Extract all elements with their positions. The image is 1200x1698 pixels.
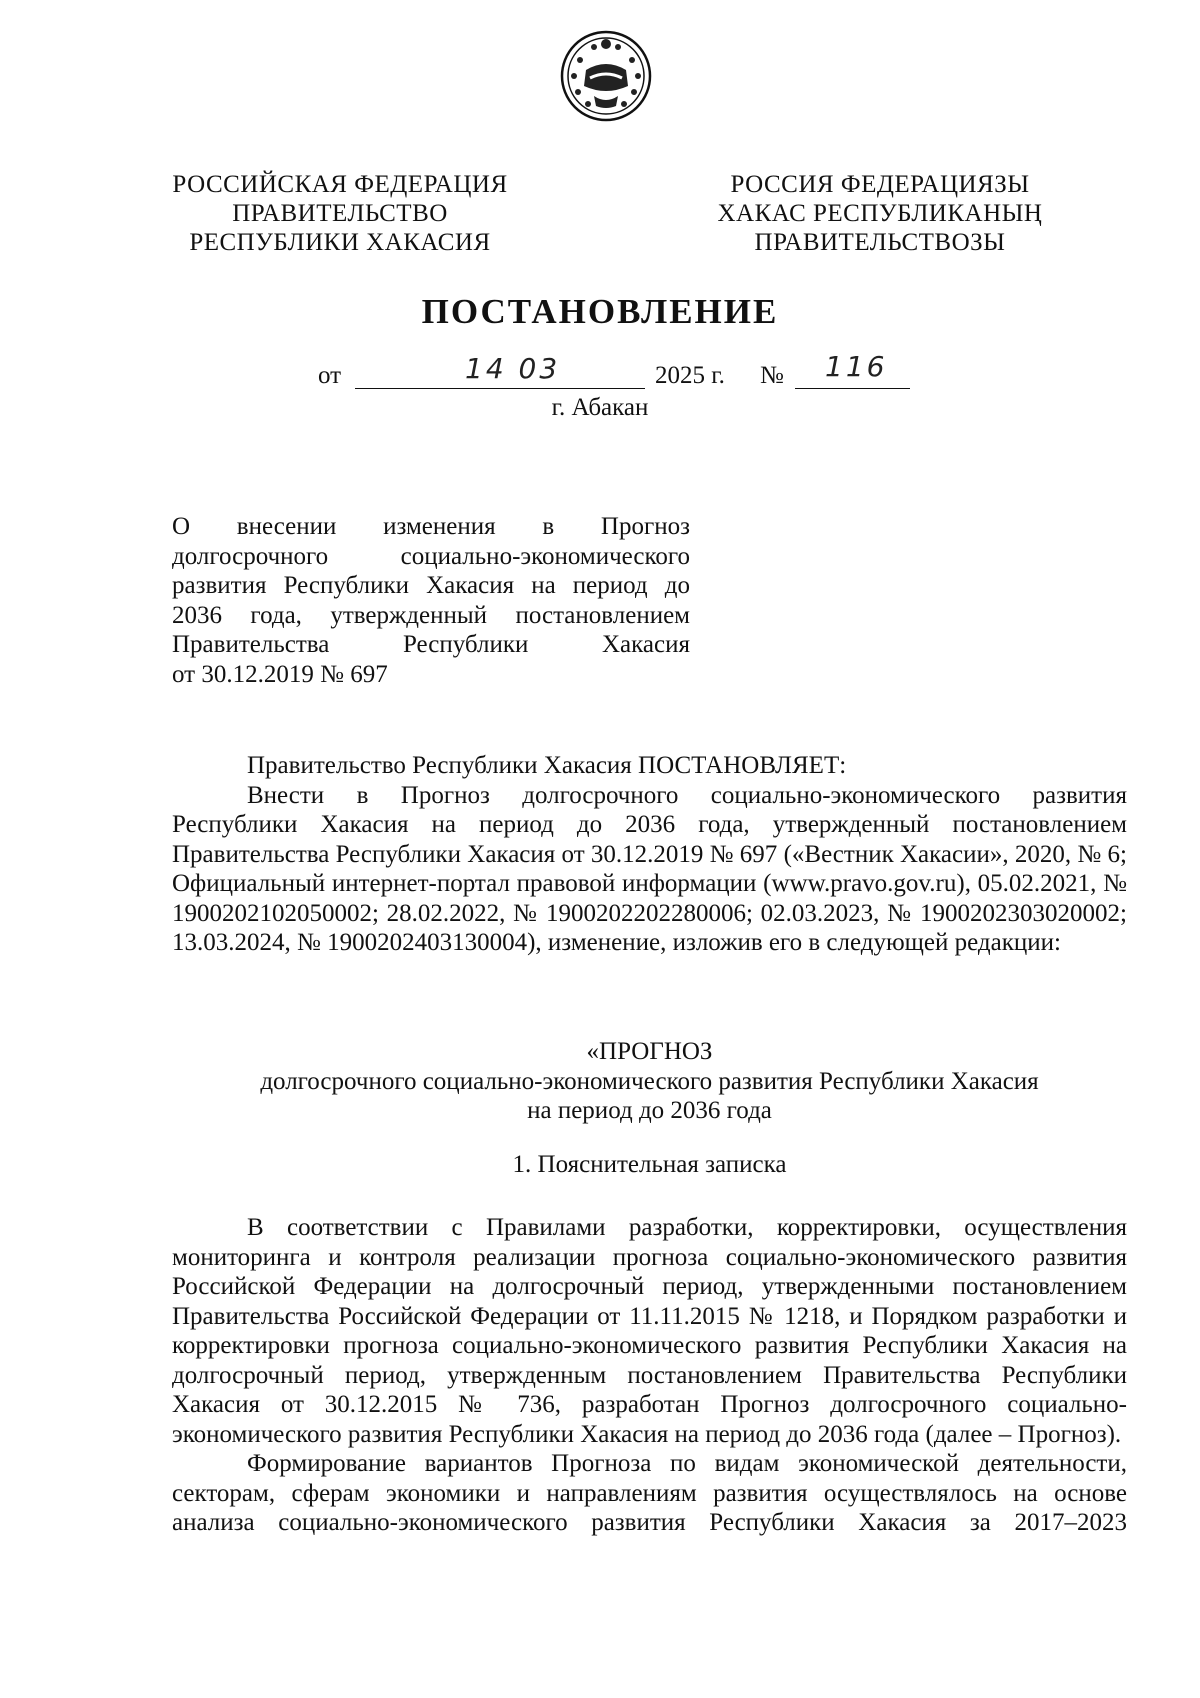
header-right-line-2: ХАКАС РЕСПУБЛИКАНЫҢ <box>717 200 1043 227</box>
coat-of-arms-icon <box>560 30 652 122</box>
document-body <box>172 751 1127 958</box>
decree-line: Правительство Республики Хакасия ПОСТАНОВЛЯЕТ: <box>247 752 847 779</box>
date-line <box>0 350 1200 394</box>
header-left-line-3: РЕСПУБЛИКИ ХАКАСИЯ <box>189 229 491 256</box>
header-left <box>170 170 510 257</box>
section-heading: 1. Пояснительная записка <box>512 1151 787 1178</box>
header-right <box>715 170 1045 257</box>
number-label: № <box>760 362 784 389</box>
handwritten-number: 116 <box>825 350 888 383</box>
header-right-line-3: ПРАВИТЕЛЬСТВОЗЫ <box>754 229 1006 256</box>
forecast-heading-1: «ПРОГНОЗ <box>586 1038 713 1065</box>
subject-text: О внесении изменения в Прогноз долгосрочного социально-экономического развития Республики Хакасия на период до 2036 года, утвержденный постановлением Правительства Республики Хакасия <box>172 513 690 658</box>
header-left-line-2: ПРАВИТЕЛЬСТВО <box>232 200 448 227</box>
year-label: 2025 г. <box>655 362 725 389</box>
header-right-line-1: РОССИЯ ФЕДЕРАЦИЯЗЫ <box>730 171 1030 198</box>
subject-reference: от 30.12.2019 № 697 <box>172 660 388 688</box>
from-label: от <box>318 362 342 389</box>
forecast-body <box>172 1213 1127 1538</box>
forecast-heading-3: на период до 2036 года <box>527 1097 772 1124</box>
document-title: ПОСТАНОВЛЕНИЕ <box>421 292 779 331</box>
forecast-paragraph-1: В соответствии с Правилами разработки, корректировки, осуществления мониторинга и контроля реализации прогноза социально-экономического развития Российской Федерации на долгосрочный период, утвержденными постановлением Правительства Российской Федерации от 11.11.2015 № 1218, и Порядком разработки и корректировки прогноза социально-экономического развития Республики Хакасия на долгосрочный период, утвержденным постановлением Правительства Республики Хакасия от 30.12.2015 № 736, разработан Прогноз долгосрочного социально-экономического развития Республики Хакасия на период до 2036 года (далее – Прогноз). <box>172 1214 1127 1448</box>
forecast-paragraph-2: Формирование вариантов Прогноза по видам экономической деятельности, секторам, сферам экономики и направлениям развития осуществлялось на основе анализа социально-экономического развития Республики Хакасия за 2017–2023 <box>172 1450 1127 1536</box>
coat-of-arms-emblem <box>560 30 652 122</box>
document-subject <box>172 512 690 689</box>
forecast-heading <box>172 1037 1127 1126</box>
body-paragraph-1: Внести в Прогноз долгосрочного социально-экономического развития Республики Хакасия на период до 2036 года, утвержденный постановлением Правительства Республики Хакасия от 30.12.2019 № 697 («Вестник Хакасии», 2020, № 6; Официальный интернет-портал правовой информации (www.pravo.gov.ru), 05.02.2021, № 1900202102050002; 28.02.2022, № 1900202202280006; 02.03.2023, № 1900202303020002; 13.03.2024, № 1900202403130004), изменение, изложив его в следующей редакции: <box>172 781 1127 956</box>
handwritten-date: 14 03 <box>465 352 561 385</box>
city: г. Абакан <box>551 394 649 421</box>
forecast-heading-2: долгосрочного социально-экономического развития Республики Хакасия <box>260 1067 1039 1095</box>
header-left-line-1: РОССИЙСКАЯ ФЕДЕРАЦИЯ <box>172 171 508 198</box>
